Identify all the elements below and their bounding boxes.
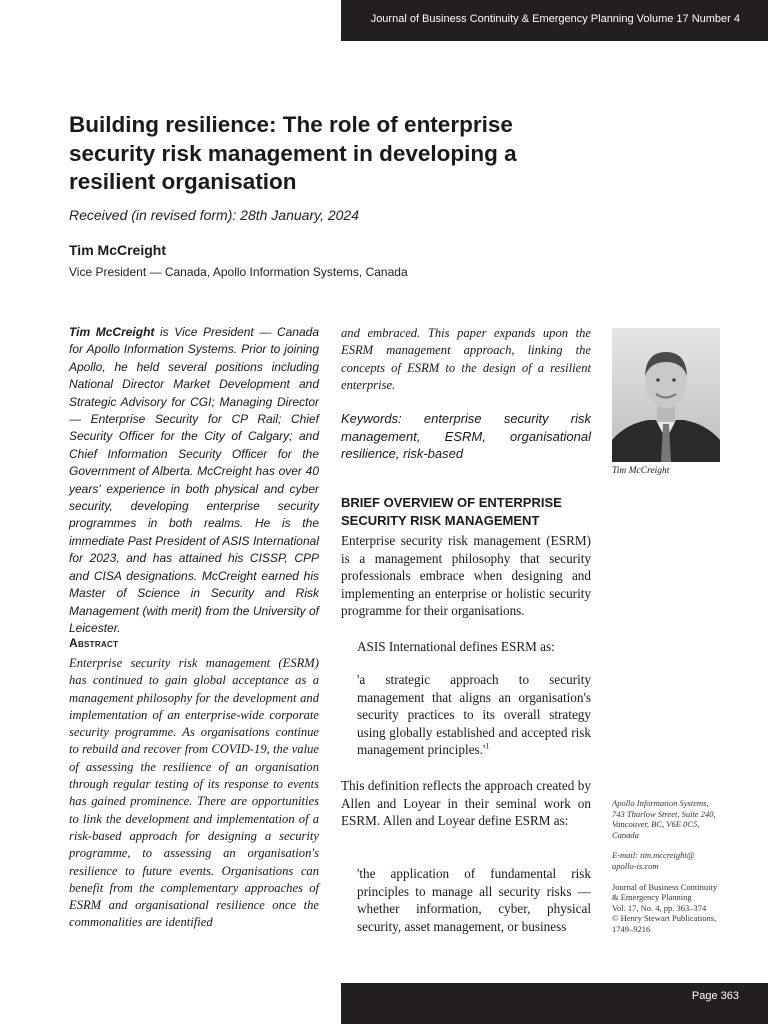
address-line: Apollo Information Systems, (612, 798, 709, 808)
author-affiliation: Vice President — Canada, Apollo Information Systems, Canada (69, 265, 408, 279)
journal-info-line: 1749–9216 (612, 923, 651, 934)
journal-info-line: & Emergency Planning (612, 892, 692, 903)
address-line: Vancouver, BC, V6E 0C5, (612, 819, 700, 830)
section-paragraph-2: ASIS International defines ESRM as: (357, 639, 555, 654)
author-photo (612, 328, 720, 462)
page-footer-bar (341, 983, 768, 1024)
keywords: Keywords: enterprise security risk management, ESRM, organisational resilience, risk-based (341, 411, 591, 461)
author-bio (69, 324, 319, 637)
email-line: apollo-is.com (612, 860, 659, 871)
journal-info-line: © Henry Stewart Publications, (612, 913, 717, 924)
bio-text: is Vice President — Canada for Apollo Information Systems. Prior to joining Apollo, he held several positions including National Director Market Development and Strategic Advisory for CGI; Managing Director — Enterprise Security for CP Rail; Chief Security Officer for the City of Calgary; and Chief Information Security Officer for the Government of Alberta. McCreight has over 40 years' experience in both physical and cyber security, developing enterprise security programmes in both realms. He is the immediate Past President of ASIS International for 2023, and has attained his CISSP, CPP and CISA designations. McCreight earned his Master of Science in Security and Risk Management (with merit) from the University of Leicester. (69, 325, 319, 635)
journal-header-bar (341, 0, 768, 41)
abstract-heading: Abstract (69, 636, 119, 650)
abstract-text: Enterprise security risk management (ESRM) has continued to gain global acceptance as a management philosophy for the development and implementation of an enterprise-wide corporate security programme. As organisations continue to rebuild and recover from COVID-19, the value of assessing the resilience of an organisation through regular testing of its response to events has gained prominence. There are opportunities to link the development and implementation of a risk-based approach for designing a security programme, to assessing an organisation's resilience to future events. Organisations can benefit from the complementary approaches of ESRM and organisational resilience once the commonalities are identified (69, 656, 319, 930)
abstract-continuation: and embraced. This paper expands upon the ESRM management approach, linking the concepts of ESRM to the design of a resilient enterprise. (341, 326, 591, 392)
allen-loyear-quote: 'the application of fundamental risk principles to manage all security risks — whether information, cyber, physical security, asset management, or business (357, 866, 591, 934)
page-number: Page 363 (691, 990, 739, 1002)
bio-author-name: Tim McCreight (69, 325, 155, 339)
footnote-ref-1: 1 (485, 741, 490, 751)
author-portrait-image (612, 328, 720, 462)
received-date: Received (in revised form): 28th January, 2024 (69, 207, 359, 223)
correspondence-info (612, 798, 742, 935)
quote-1-text: 'a strategic approach to security management that aligns an organisation's security practices to its overall strategy using globally established and accepted risk management principles.' (357, 672, 591, 757)
section-paragraph-1: Enterprise security risk management (ESRM) is a management philosophy that security professionals embrace when designing and implementing an enterprise or holistic security programme for their organisations. (341, 533, 591, 618)
section-heading: BRIEF OVERVIEW OF ENTERPRISE SECURITY RISK MANAGEMENT (341, 495, 562, 528)
journal-info-line: Journal of Business Continuity (612, 881, 718, 892)
photo-caption: Tim McCreight (612, 466, 670, 476)
email-line: E-mail: tim.mccreight@ (612, 850, 695, 861)
author-name: Tim McCreight (69, 242, 166, 258)
article-title: Building resilience: The role of enterprise security risk management in developing a resilient organisation (69, 112, 517, 194)
esrm-definition-quote (357, 671, 591, 759)
journal-info-line: Vol. 17, No. 4, pp. 363–374 (612, 902, 707, 913)
section-paragraph-3: This definition reflects the approach created by Allen and Loyear in their seminal work on ESRM. Allen and Loyear define ESRM as: (341, 778, 591, 828)
journal-header-text: Journal of Business Continuity & Emergency Planning Volume 17 Number 4 (370, 13, 740, 25)
address-line: 743 Thurlow Street, Suite 240, (612, 808, 716, 819)
address-line: Canada (612, 829, 639, 840)
